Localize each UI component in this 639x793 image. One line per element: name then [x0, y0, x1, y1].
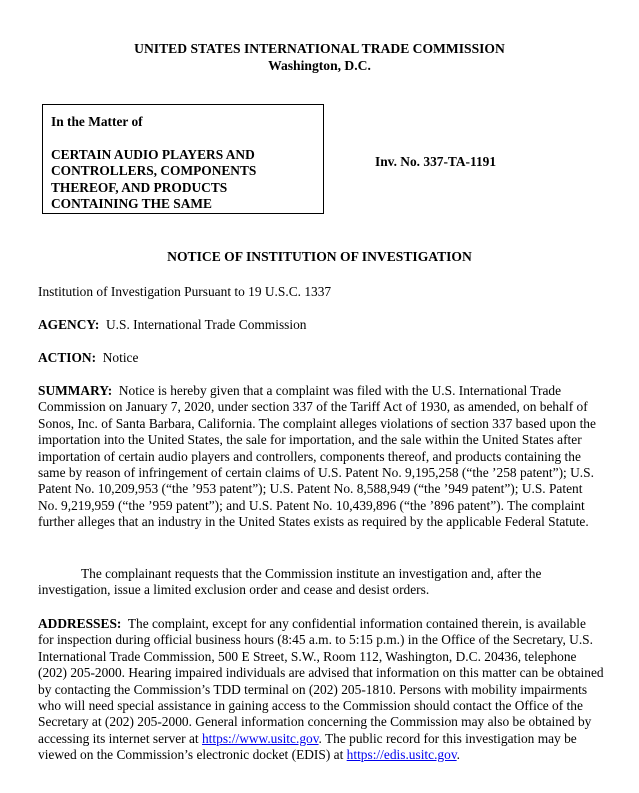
agency-name: UNITED STATES INTERNATIONAL TRADE COMMISSION	[134, 41, 505, 56]
agency-paragraph: AGENCY: U.S. International Trade Commission	[38, 317, 307, 332]
document-header	[0, 40, 639, 74]
summary-text: Notice is hereby given that a complaint was filed with the U.S. International Trade Commission on January 7, 2020, under section 337 of the Tariff Act of 1930, as amended, on behalf of Sonos, Inc. of Santa Barbara, California. The complaint alleges violations of section 337 based upon the importation into the United States, the sale for importation, and the sale within the United States after importation of certain audio players and controllers, components thereof, and products containing the same by reason of infringement of certain claims of U.S. Patent No. 9,195,258 (“the ’258 patent”); U.S. Patent No. 10,209,953 (“the ’953 patent”); U.S. Patent No. 8,588,949 (“the ’949 patent”); U.S. Patent No. 9,219,959 (“the ’959 patent”); and U.S. Patent No. 10,439,896 (“the ’896 patent”). The complaint further alleges that an industry in the United States exists as required by the applicable Federal Statute.	[38, 383, 596, 530]
addresses-text: The complaint, except for any confidential information contained therein, is available for inspection during official business hours (8:45 a.m. to 5:15 p.m.) in the Office of the Secretary, U.S. International Trade Commission, 500 E Street, S.W., Room 112, Washington, D.C. 20436, telephone (202) 205-2000. Hearing impaired individuals are advised that information on this matter can be obtained by contacting the Commission’s TDD terminal on (202) 205-1810. Persons with mobility impairments who will need special assistance in gaining access to the Commission should contact the Office of the Secretary at (202) 205-2000. General information concerning the Commission may also be obtained by accessing its internet server at	[38, 616, 604, 746]
action-text: Notice	[102, 350, 139, 365]
case-caption-box	[42, 104, 324, 214]
addresses-paragraph: ADDRESSES: The complaint, except for any confidential information contained therein, is available for inspection during official business hours (8:45 a.m. to 5:15 p.m.) in the Office of the Secretary, U.S. International Trade Commission, 500 E Street, S.W., Room 112, Washington, D.C. 20436, telephone (202) 205-2000. Hearing impaired individuals are advised that information on this matter can be obtained by contacting the Commission’s TDD terminal on (202) 205-1810. Persons with mobility impairments who will need special assistance in gaining access to the Commission should contact the Office of the Secretary at (202) 205-2000. General information concerning the Commission may also be obtained by accessing its internet server at https://www.usitc.gov. The public record for this investigation may be viewed on the Commission’s electronic docket (EDIS) at https://edis.usitc.gov.	[38, 616, 604, 763]
addresses-label: ADDRESSES	[38, 616, 117, 631]
case-title-line: CONTAINING THE SAME	[51, 196, 212, 212]
matter-label: In the Matter of	[51, 114, 143, 129]
case-title-line: CERTAIN AUDIO PLAYERS AND	[51, 146, 255, 162]
agency-text: U.S. International Trade Commission	[105, 317, 307, 332]
case-title-line: THEREOF, AND PRODUCTS	[51, 179, 228, 195]
case-title-line: CONTROLLERS, COMPONENTS	[51, 163, 257, 179]
usitc-website-link[interactable]: https://www.usitc.gov	[201, 730, 319, 746]
request-paragraph: The complainant requests that the Commission institute an investigation and, after the investigation, issue a limited exclusion order and cease and desist orders.	[38, 566, 542, 598]
action-label: ACTION	[38, 350, 92, 365]
addresses-text-end: .	[456, 747, 461, 763]
notice-title: NOTICE OF INSTITUTION OF INVESTIGATION	[167, 249, 472, 264]
addresses-text-continued: . The public record for this investigation may be viewed on the Commission’s electronic docket (EDIS) at	[38, 730, 577, 763]
action-paragraph: ACTION: Notice	[38, 350, 139, 365]
edis-docket-link[interactable]: https://edis.usitc.gov	[346, 747, 457, 763]
summary-label: SUMMARY	[38, 383, 108, 398]
investigation-number: Inv. No. 337-TA-1191	[375, 154, 497, 169]
summary-paragraph: SUMMARY: Notice is hereby given that a complaint was filed with the U.S. International Trade Commission on January 7, 2020, under section 337 of the Tariff Act of 1930, as amended, on behalf of Sonos, Inc. of Santa Barbara, California. The complaint alleges violations of section 337 based upon the importation into the United States, the sale for importation, and the sale within the United States after importation of certain audio players and controllers, components thereof, and products containing the same by reason of infringement of certain claims of U.S. Patent No. 9,195,258 (“the ’258 patent”); U.S. Patent No. 10,209,953 (“the ’953 patent”); U.S. Patent No. 8,588,949 (“the ’949 patent”); U.S. Patent No. 9,219,959 (“the ’959 patent”); and U.S. Patent No. 10,439,896 (“the ’896 patent”). The complaint further alleges that an industry in the United States exists as required by the applicable Federal Statute.	[38, 383, 596, 530]
agency-label: AGENCY	[38, 317, 95, 332]
agency-location: Washington, D.C.	[268, 58, 371, 73]
notice-subtitle: Institution of Investigation Pursuant to 19 U.S.C. 1337	[38, 284, 332, 299]
